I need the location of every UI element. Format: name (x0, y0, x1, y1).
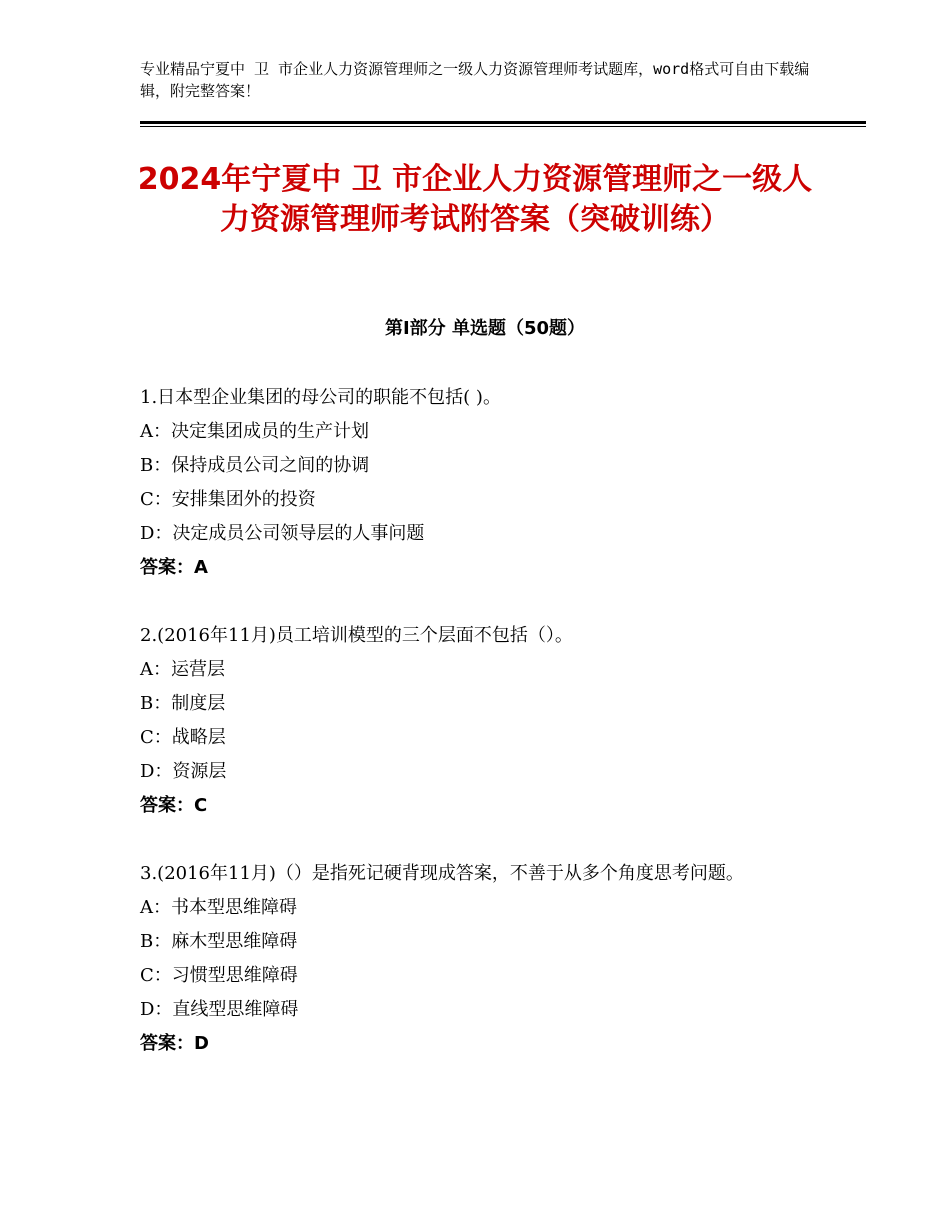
document-title: 2024年宁夏中 卫 市企业人力资源管理师之一级人力资源管理师考试附答案（突破训练） (137, 162, 813, 237)
question-stem: 2.(2016年11月)员工培训模型的三个层面不包括（）。 (140, 625, 573, 646)
answer-line: 答案：A (140, 557, 208, 578)
option-c: C：安排集团外的投资 (140, 489, 316, 510)
header-note: 专业精品宁夏中 卫 市企业人力资源管理师之一级人力资源管理师考试题库，word格式可自由下载编辑，附完整答案！ (140, 60, 810, 100)
answer-line: 答案：C (140, 795, 208, 816)
header-rule-thick (140, 121, 866, 124)
option-d: D：资源层 (140, 761, 227, 782)
option-b: B：麻木型思维障碍 (140, 931, 298, 952)
question-stem: 3.(2016年11月)（）是指死记硬背现成答案，不善于从多个角度思考问题。 (140, 863, 744, 884)
question-stem: 1.日本型企业集团的母公司的职能不包括( )。 (140, 387, 501, 408)
option-a: A：决定集团成员的生产计划 (140, 421, 369, 442)
option-d: D：决定成员公司领导层的人事问题 (140, 523, 425, 544)
question-1 (140, 381, 820, 585)
option-a: A：书本型思维障碍 (140, 897, 297, 918)
option-c: C：习惯型思维障碍 (140, 965, 298, 986)
header-rule-thin (140, 126, 866, 127)
option-a: A：运营层 (140, 659, 225, 680)
answer-line: 答案：D (140, 1033, 209, 1054)
question-2 (140, 619, 820, 823)
question-3 (140, 857, 820, 1061)
option-c: C：战略层 (140, 727, 226, 748)
option-d: D：直线型思维障碍 (140, 999, 299, 1020)
option-b: B：制度层 (140, 693, 226, 714)
option-b: B：保持成员公司之间的协调 (140, 455, 370, 476)
section-title: 第Ⅰ部分 单选题（50题） (384, 318, 585, 339)
